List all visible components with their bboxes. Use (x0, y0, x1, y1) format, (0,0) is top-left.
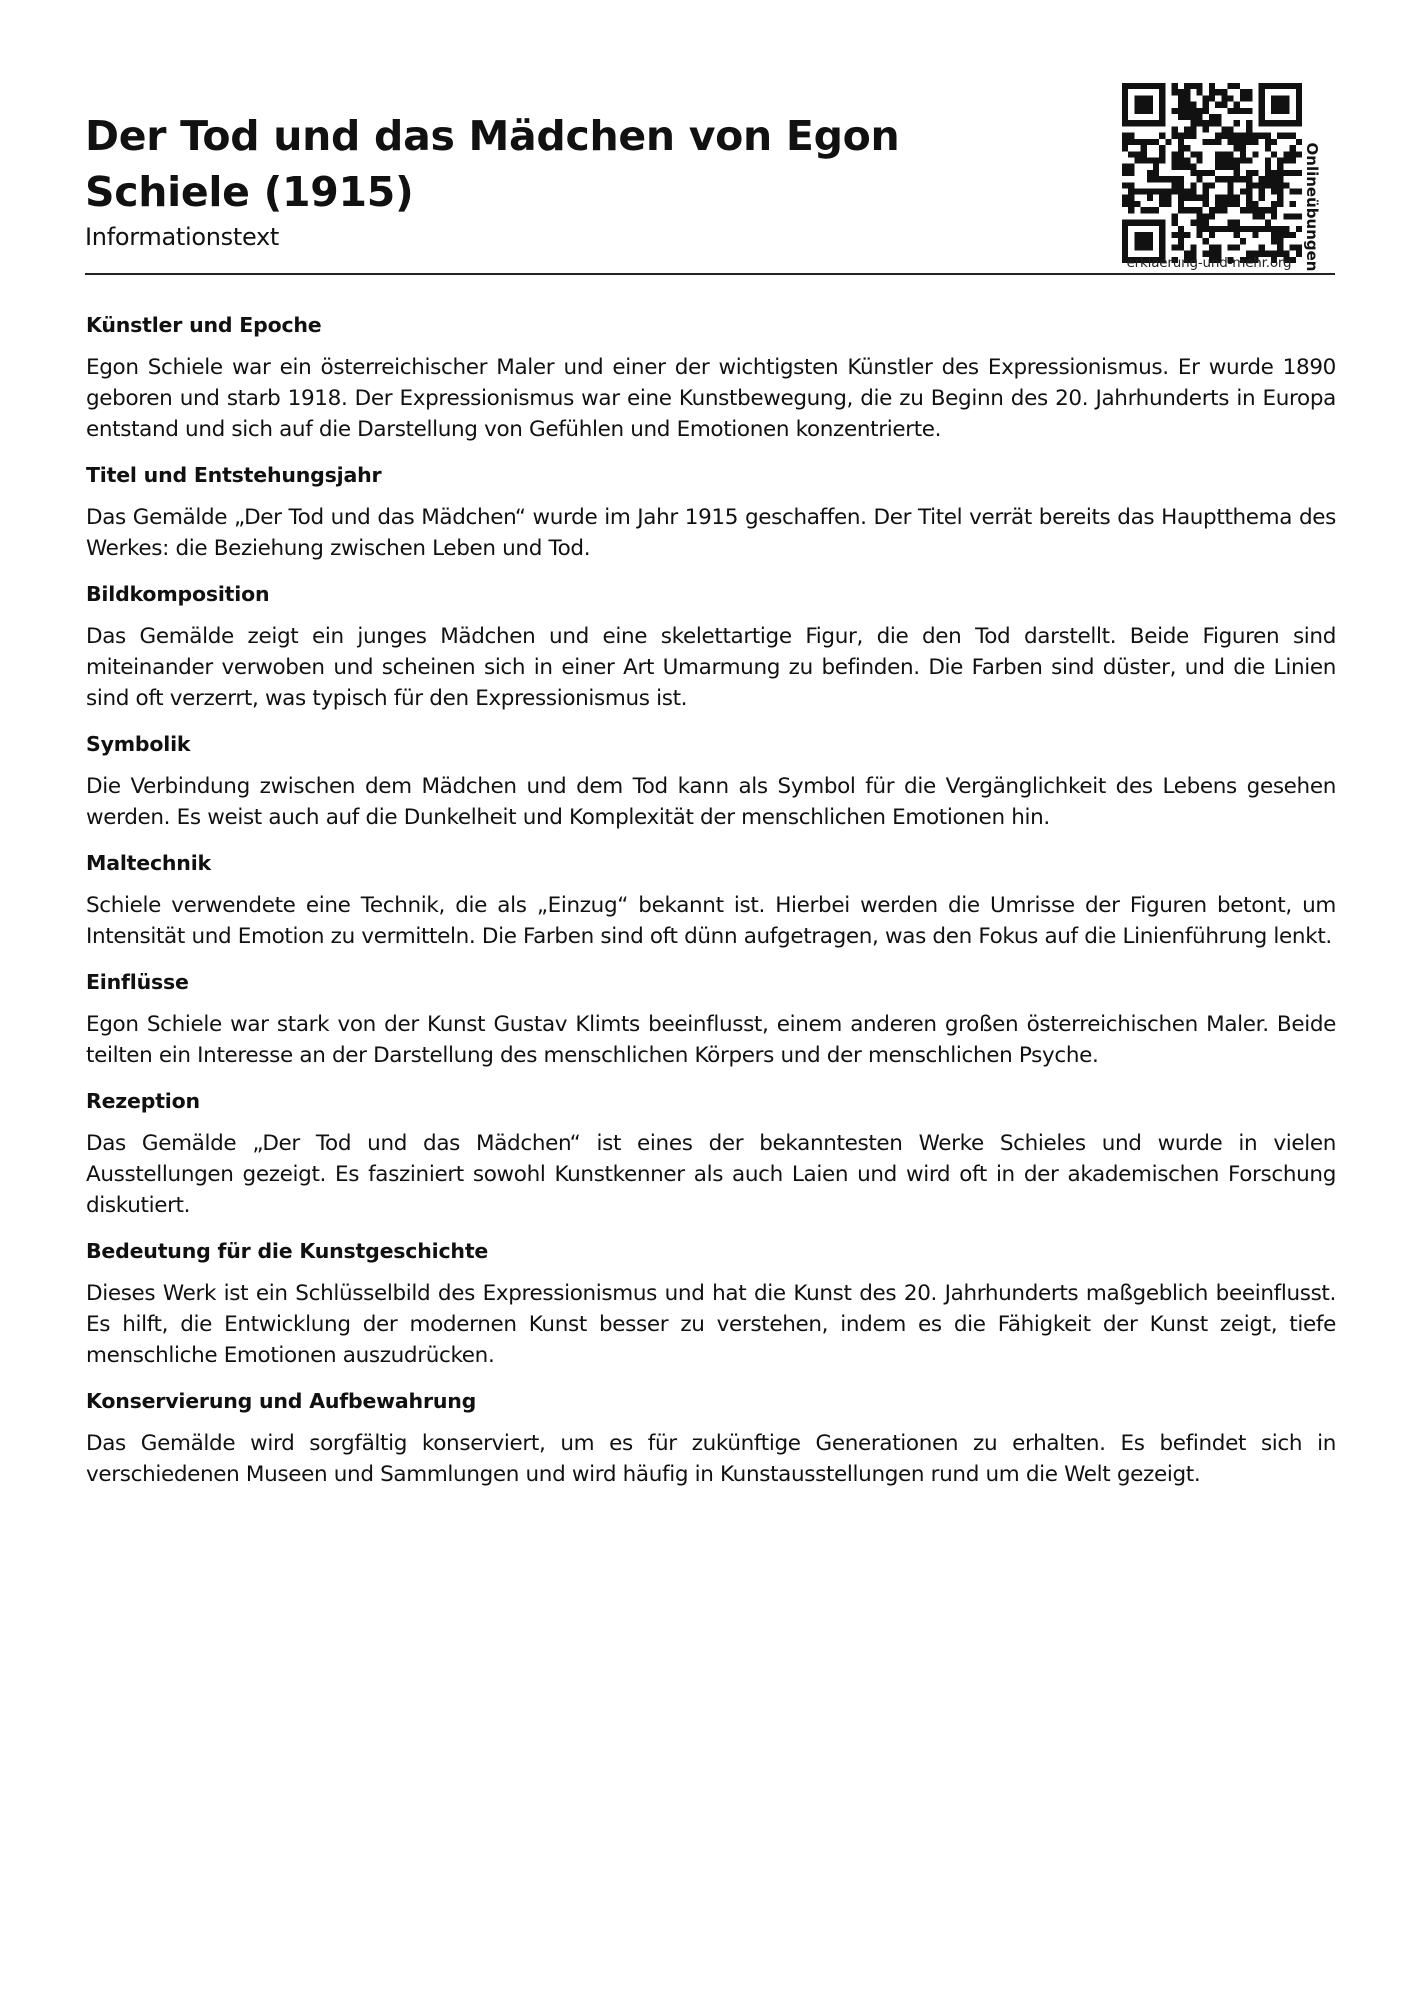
section-heading: Symbolik (86, 732, 191, 756)
section (86, 1088, 1336, 1221)
site-url[interactable]: erklaerung-und-mehr.org (1126, 255, 1292, 271)
section (86, 1238, 1336, 1371)
page-subtitle: Informationstext (85, 223, 279, 251)
section-text: Egon Schiele war ein österreichischer Maler und einer der wichtigsten Künstler des Expressionismus. Er wurde 1890 geboren und starb 1918. Der Expressionismus war eine Kunstbewegung, die zu Beginn des 20. Jahrhunderts in Europa entstand und sich auf die Darstellung von Gefühlen und Emotionen konzentrierte. (86, 355, 1336, 442)
document-header (85, 108, 1335, 274)
section-text: Egon Schiele war stark von der Kunst Gustav Klimts beeinflusst, einem anderen großen österreichischen Maler. Beide teilten ein Interesse an der Darstellung des menschlichen Körpers und der menschlichen Psyche. (86, 1012, 1336, 1068)
page-title: Der Tod und das Mädchen von Egon Schiele (1915) (85, 112, 900, 216)
section-heading: Bedeutung für die Kunstgeschichte (86, 1239, 489, 1263)
qr-code[interactable] (1122, 83, 1302, 243)
section (86, 312, 1336, 445)
section-heading: Einflüsse (86, 970, 189, 994)
section-heading: Maltechnik (86, 851, 211, 875)
section (86, 581, 1336, 714)
section (86, 731, 1336, 833)
section-text: Schiele verwendete eine Technik, die als „Einzug“ bekannt ist. Hierbei werden die Umrisse der Figuren betont, um Intensität und Emotion zu vermitteln. Die Farben sind oft dünn aufgetragen, was den Fokus auf die Linienführung lenkt. (86, 893, 1336, 949)
header-divider (85, 273, 1335, 275)
section-heading: Rezeption (86, 1089, 200, 1113)
section (86, 462, 1336, 564)
section-text: Das Gemälde „Der Tod und das Mädchen“ ist eines der bekanntesten Werke Schieles und wurde in vielen Ausstellungen gezeigt. Es fasziniert sowohl Kunstkenner als auch Laien und wird oft in der akademischen Forschung diskutiert. (86, 1131, 1336, 1218)
qr-code-icon (1122, 83, 1302, 263)
section (86, 1388, 1336, 1490)
section-heading: Konservierung und Aufbewahrung (86, 1389, 477, 1413)
section-heading: Künstler und Epoche (86, 313, 322, 337)
section-text: Das Gemälde zeigt ein junges Mädchen und eine skelettartige Figur, die den Tod darstellt. Beide Figuren sind miteinander verwoben und scheinen sich in einer Art Umarmung zu befinden. Die Farben sind düster, und die Linien sind oft verzerrt, was typisch für den Expressionismus ist. (86, 624, 1336, 711)
section-heading: Bildkomposition (86, 582, 270, 606)
vertical-label: Onlineübungen (1303, 142, 1321, 272)
section-text: Die Verbindung zwischen dem Mädchen und dem Tod kann als Symbol für die Vergänglichkeit des Lebens gesehen werden. Es weist auch auf die Dunkelheit und Komplexität der menschlichen Emotionen hin. (86, 774, 1336, 830)
section-heading: Titel und Entstehungsjahr (86, 463, 382, 487)
section (86, 850, 1336, 952)
section-text: Das Gemälde wird sorgfältig konserviert, um es für zukünftige Generationen zu erhalten. Es befindet sich in verschiedenen Museen und Sammlungen und wird häufig in Kunstausstellungen rund um die Welt gezeigt. (86, 1431, 1336, 1487)
section-text: Das Gemälde „Der Tod und das Mädchen“ wurde im Jahr 1915 geschaffen. Der Titel verrät bereits das Hauptthema des Werkes: die Beziehung zwischen Leben und Tod. (86, 505, 1336, 561)
document-body (86, 312, 1336, 1507)
section (86, 969, 1336, 1071)
section-text: Dieses Werk ist ein Schlüsselbild des Expressionismus und hat die Kunst des 20. Jahrhunderts maßgeblich beeinflusst. Es hilft, die Entwicklung der modernen Kunst besser zu verstehen, indem es die Fähigkeit der Kunst zeigt, tiefe menschliche Emotionen auszudrücken. (86, 1281, 1336, 1368)
